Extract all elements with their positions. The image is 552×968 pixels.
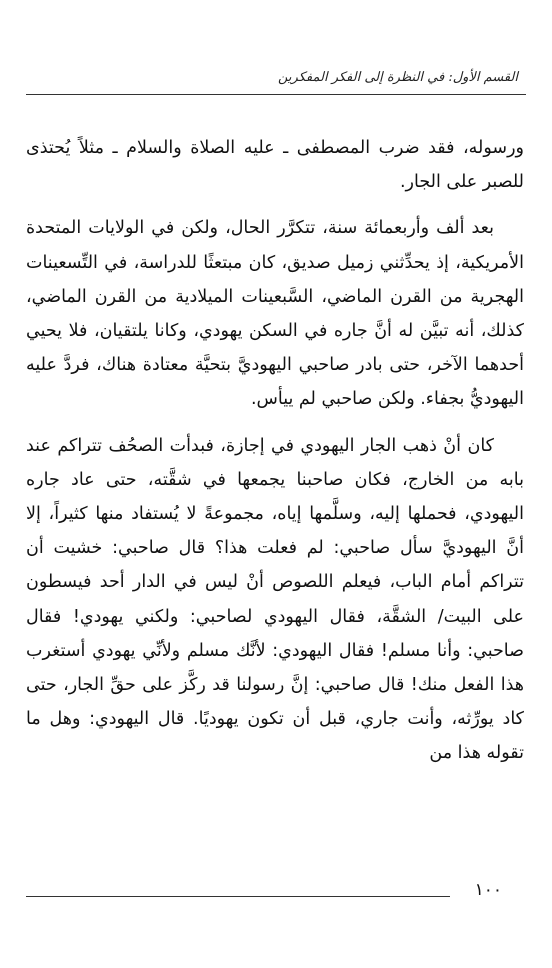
footer-divider	[26, 896, 450, 897]
page-footer	[26, 874, 528, 914]
header-divider	[26, 94, 526, 95]
paragraph-1: ورسوله، فقد ضرب المصطفى ـ عليه الصلاة والسلام ـ مثلاً يُحتذى للصبر على الجار.	[26, 138, 524, 193]
paragraph-3: كان أنْ ذهب الجار اليهودي في إجازة، فبدأت الصحُف تتراكم عند بابه من الخارج، فكان صاحبنا يجمعها في شقَّته، حتى عاد جاره اليهودي، فحملها إليه، وسلَّمها إياه، مجموعةً لا يُستفاد منها كثيراً، إلا أنَّ اليهوديَّ سأل صاحبي: لم فعلت هذا؟ قال صاحبي: خشيت أن تتراكم أمام الباب، فيعلم اللصوص أنْ ليس في الدار أحد فيسطون على البيت/ الشقَّة، فقال اليهودي لصاحبي: ولكني يهودي! فقال صاحبي: وأنا مسلم! فقال اليهودي: لأنَّك مسلم ولأنِّي يهودي أستغرب هذا الفعل منك! قال صاحبي: إنَّ رسولنا قد ركَّز على حقِّ الجار، حتى كاد يورِّثه، وأنت جاري، قبل أن تكون يهوديًا. قال اليهودي: وهل ما تقوله هذا من	[26, 435, 524, 764]
page-number: ١٠٠	[474, 880, 502, 900]
paragraph-2: بعد ألف وأربعمائة سنة، تتكرَّر الحال، ولكن في الولايات المتحدة الأمريكية، إذ يحدِّثني زميل صديق، كان مبتعثًا للدراسة، في التِّسعينات الهجرية من القرن الماضي، السَّبعينات الميلادية من القرن الماضي، كذلك، أنه تبيَّن له أنَّ جاره في السكن يهودي، وكانا يلتقيان، فلا يحيي أحدهما الآخر، حتى بادر صاحبي اليهوديَّ بتحيَّة معتادة هناك، فردَّ عليه اليهوديُّ بجفاء. ولكن صاحبي لم ييأس.	[26, 218, 524, 410]
body-text	[26, 131, 524, 771]
running-header: القسم الأول: في النظرة إلى الفكر المفكرين	[278, 70, 518, 85]
